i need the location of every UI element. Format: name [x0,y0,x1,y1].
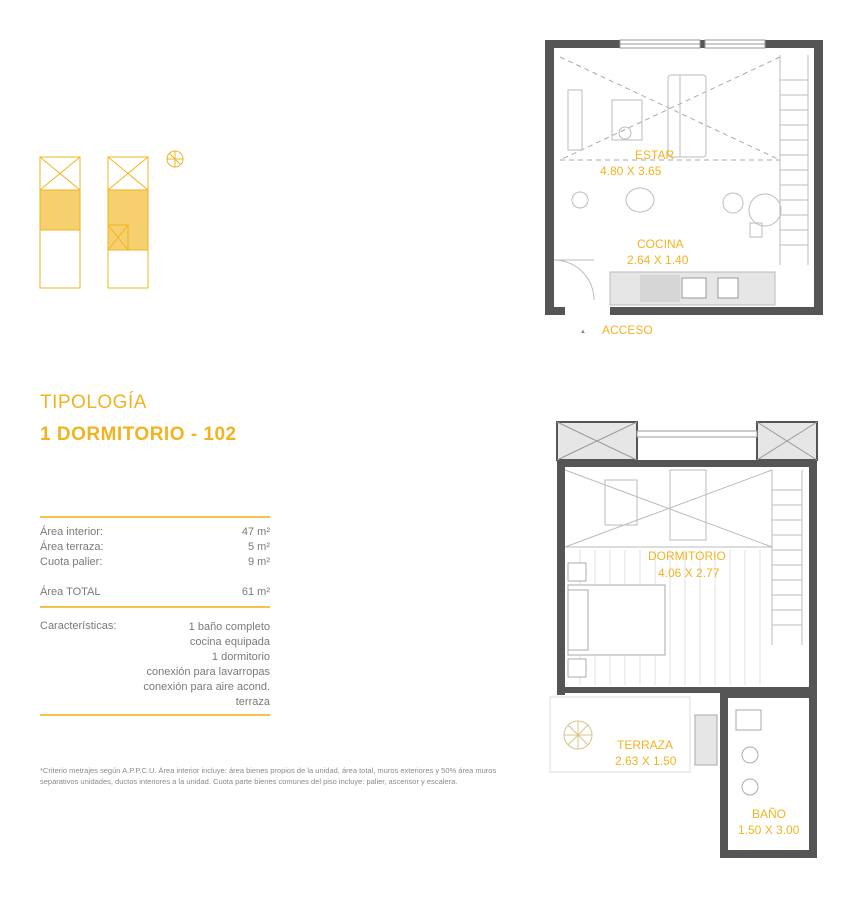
area-label: Área terraza: [40,541,104,553]
features-label: Características: [40,620,117,632]
area-row [40,556,270,569]
feature-item: conexión para aire acond. [143,681,270,693]
floor-plan-lower [540,35,830,345]
divider [40,606,270,608]
area-value: 5 m² [248,541,270,553]
arrow-up-icon: ▲ [580,329,586,335]
area-label: Área interior: [40,526,103,538]
footnote: *Criterio metrajes según A.P.P.C.U. Área interior incluye: área bienes propios de la unidad, área total, muros exteriores y 50% área muros separativos unidades, ductos interiores a la unidad. Cuota parte bienes comunes del piso incluye: palier, ascensor y escalera. [40,766,497,786]
room-name: DORMITORIO [648,549,726,563]
tipologia-label: TIPOLOGÍA [40,392,147,413]
area-value: 47 m² [241,526,270,538]
room-name: BAÑO [752,807,787,821]
features-list [110,620,270,710]
feature-item: terraza [235,696,270,708]
room-name: COCINA [637,237,684,251]
room-dims: 4.80 X 3.65 [600,164,662,178]
room-name: TERRAZA [617,738,674,752]
key-plan [35,145,195,295]
room-name: ESTAR [635,148,675,162]
access-label: ACCESO [602,323,653,337]
area-row [40,541,270,554]
total-value: 61 m² [241,586,270,598]
area-value: 9 m² [248,556,270,568]
floor-plan-upper [540,415,830,865]
area-row [40,526,270,539]
feature-item: 1 dormitorio [211,651,270,663]
feature-item: 1 baño completo [188,621,270,633]
tipologia-title: 1 DORMITORIO - 102 [40,424,237,445]
room-dims: 2.64 X 1.40 [627,253,689,267]
total-label: Área TOTAL [40,586,101,598]
feature-item: cocina equipada [189,636,270,648]
divider [40,516,270,518]
room-dims: 4.06 X 2.77 [658,566,720,580]
divider [40,714,270,716]
room-dims: 1.50 X 3.00 [738,823,800,837]
feature-item: conexión para lavarropas [146,666,270,678]
area-label: Cuota palier: [40,556,103,568]
room-dims: 2.63 X 1.50 [615,754,677,768]
total-row [40,586,270,599]
